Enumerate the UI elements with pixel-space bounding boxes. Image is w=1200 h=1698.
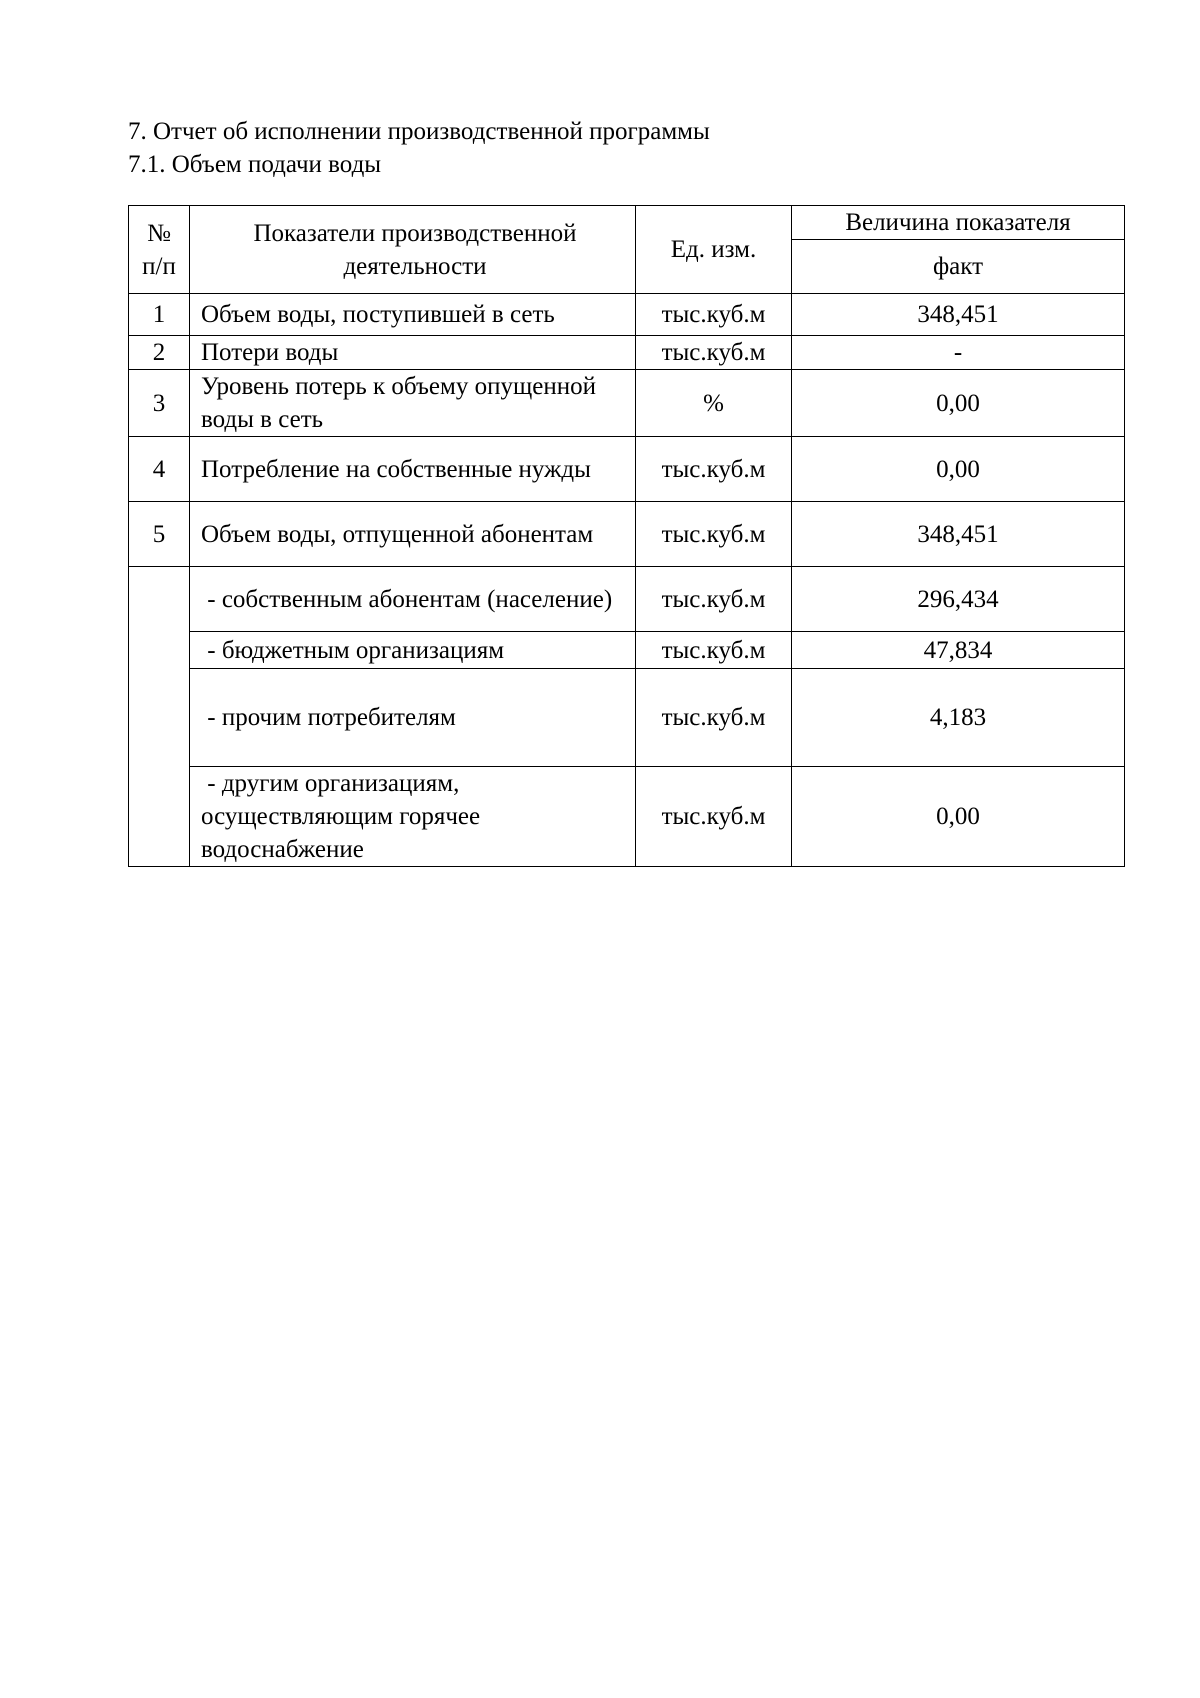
subrow-value: 47,834	[792, 632, 1125, 669]
subrow-unit: тыс.куб.м	[636, 632, 792, 669]
document-heading: 7. Отчет об исполнении производственной программы	[128, 118, 710, 145]
header-unit	[636, 206, 792, 294]
row-indicator: Потребление на собственные нужды	[190, 437, 636, 502]
subrow-indicator: - бюджетным организациям	[190, 632, 636, 669]
subrow-indicator: - другим организациям, осуществляющим горячее водоснабжение	[190, 767, 636, 867]
header-unit-label: Ед. изм.	[670, 236, 757, 263]
water-supply-table	[128, 205, 1125, 867]
header-value-group-label: Величина показателя	[845, 209, 1071, 236]
document-subheading: 7.1. Объем подачи воды	[128, 151, 382, 178]
subrow-number-empty	[129, 567, 190, 867]
row-value: 0,00	[792, 370, 1125, 437]
table-row	[129, 502, 1125, 567]
row-number: 5	[129, 502, 190, 567]
subrow-value: 4,183	[792, 669, 1125, 767]
row-unit: тыс.куб.м	[636, 336, 792, 370]
table-subrow	[129, 567, 1125, 632]
header-number	[129, 206, 190, 294]
row-indicator: Уровень потерь к объему опущенной воды в сеть	[190, 370, 636, 437]
row-value: 348,451	[792, 502, 1125, 567]
row-value: 348,451	[792, 294, 1125, 336]
row-unit: тыс.куб.м	[636, 294, 792, 336]
subrow-unit: тыс.куб.м	[636, 669, 792, 767]
row-unit: тыс.куб.м	[636, 437, 792, 502]
row-indicator: Объем воды, поступившей в сеть	[190, 294, 636, 336]
row-indicator: Объем воды, отпущенной абонентам	[190, 502, 636, 567]
row-number: 1	[129, 294, 190, 336]
table-subrow	[129, 669, 1125, 767]
table-subrow	[129, 632, 1125, 669]
subrow-indicator: - собственным абонентам (население)	[190, 567, 636, 632]
table-header-row	[129, 206, 1125, 240]
header-indicator-label: Показатели производственной деятельности	[253, 219, 577, 280]
row-value: 0,00	[792, 437, 1125, 502]
table-row	[129, 294, 1125, 336]
row-number: 4	[129, 437, 190, 502]
table-row	[129, 336, 1125, 370]
table-row	[129, 370, 1125, 437]
header-indicator	[190, 206, 636, 294]
subrow-value: 0,00	[792, 767, 1125, 867]
header-value-fact	[792, 240, 1125, 294]
table-row	[129, 437, 1125, 502]
row-indicator: Потери воды	[190, 336, 636, 370]
header-value-group	[792, 206, 1125, 240]
row-unit: %	[636, 370, 792, 437]
subrow-unit: тыс.куб.м	[636, 567, 792, 632]
row-value: -	[792, 336, 1125, 370]
subrow-value: 296,434	[792, 567, 1125, 632]
subrow-unit: тыс.куб.м	[636, 767, 792, 867]
header-number-label: № п/п	[142, 219, 176, 280]
header-value-fact-label: факт	[932, 253, 984, 280]
subrow-indicator: - прочим потребителям	[190, 669, 636, 767]
row-number: 3	[129, 370, 190, 437]
row-number: 2	[129, 336, 190, 370]
row-unit: тыс.куб.м	[636, 502, 792, 567]
table-subrow	[129, 767, 1125, 867]
